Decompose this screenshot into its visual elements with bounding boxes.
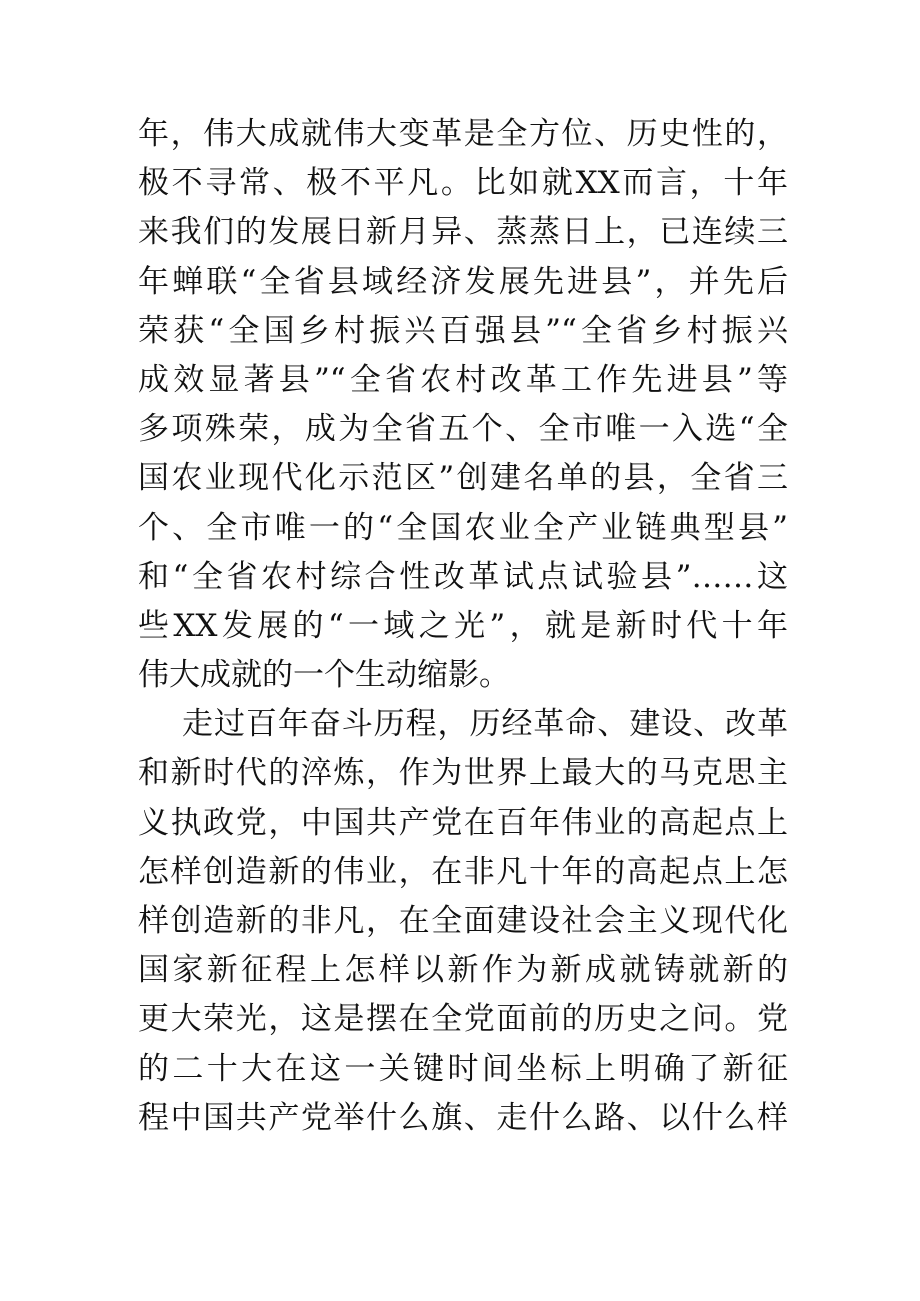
text-line: 走过百年奋斗历程，历经革命、建设、改革 <box>182 706 788 743</box>
text-line: 些XX发展的“一域之光”，就是新时代十年 <box>138 607 788 644</box>
text-line: 年，伟大成就伟大变革是全方位、历史性的， <box>138 116 788 152</box>
text-line: 和新时代的淬炼，作为世界上最大的马克思主 <box>138 755 788 792</box>
text-line: 成效显著县”“全省农村改革工作先进县”等 <box>138 361 788 398</box>
text-line: 程中国共产党举什么旗、走什么路、以什么样 <box>138 1099 788 1136</box>
text-line: 怎样创造新的伟业，在非凡十年的高起点上怎 <box>138 853 788 890</box>
paragraph-1 <box>138 110 788 700</box>
text-line: 义执政党，中国共产党在百年伟业的高起点上 <box>138 804 788 841</box>
text-line: 来我们的发展日新月异、蒸蒸日上，已连续三 <box>138 214 788 251</box>
text-line: 极不寻常、极不平凡。比如就XX而言，十年 <box>138 165 788 202</box>
text-line: 国农业现代化示范区”创建名单的县，全省三 <box>138 460 788 497</box>
text-line: 荣获“全国乡村振兴百强县”“全省乡村振兴 <box>138 312 788 349</box>
text-line: 样创造新的非凡，在全面建设社会主义现代化 <box>138 903 788 939</box>
text-line: 的二十大在这一关键时间坐标上明确了新征 <box>138 1050 788 1087</box>
text-line: 国家新征程上怎样以新作为新成就铸就新的 <box>138 952 788 989</box>
document-body <box>138 110 788 1143</box>
text-line: 更大荣光，这是摆在全党面前的历史之问。党 <box>138 1001 788 1038</box>
text-line: 个、全市唯一的“全国农业全产业链典型县” <box>138 509 788 546</box>
text-line: 伟大成就的一个生动缩影。 <box>138 657 510 694</box>
text-line: 和“全省农村综合性改革试点试验县”……这 <box>138 558 788 595</box>
text-line: 年蝉联“全省县域经济发展先进县”，并先后 <box>138 263 788 300</box>
text-line: 多项殊荣，成为全省五个、全市唯一入选“全 <box>138 411 788 448</box>
paragraph-2 <box>138 700 788 1143</box>
